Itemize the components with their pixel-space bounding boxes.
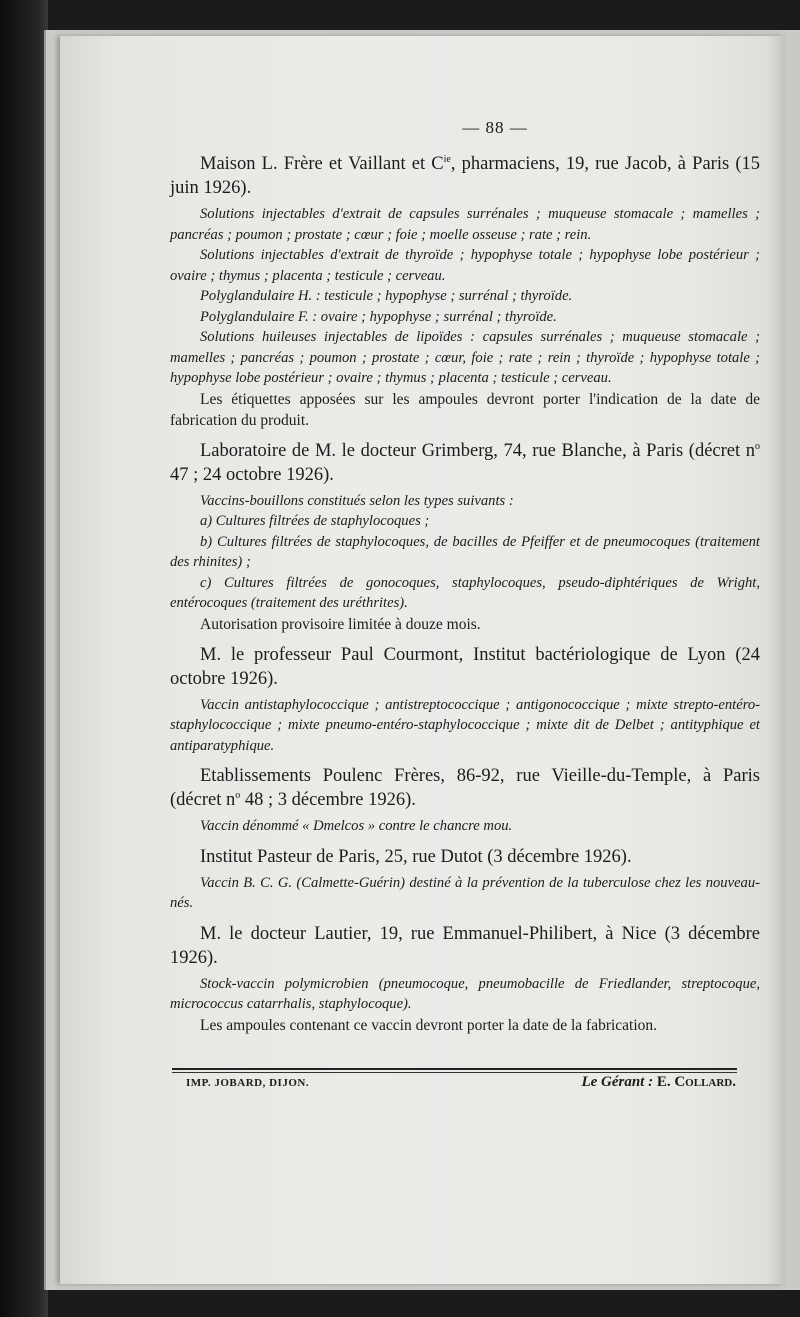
entry-block — [170, 431, 760, 635]
product-line: c) Cultures filtrées de gonocoques, staphylocoques, pseudo-diphtériques de Wright, entérocoques (traitement des uréthrites). — [170, 574, 760, 611]
entry-heading-superscript: o — [755, 440, 760, 452]
entry-gap — [170, 756, 760, 764]
page-footer — [186, 1074, 736, 1091]
entry-heading-text-cont: 48 ; 3 décembre 1926). — [240, 790, 416, 810]
entry-heading-text: M. le docteur Lautier, 19, rue Emmanuel-Philibert, à Nice (3 décembre 1926). — [170, 923, 760, 968]
printer-imprint: IMP. JOBARD, DIJON. — [186, 1077, 310, 1089]
product-line: Vaccin B. C. G. (Calmette-Guérin) destiné à la prévention de la tuberculose chez les nouveau-nés. — [170, 874, 760, 911]
entry-heading — [170, 152, 760, 200]
product-line: Solutions injectables d'extrait de capsules surrénales ; muqueuse stomacale ; mamelles ; pancréas ; poumon ; prostate ; cœur ; foie ; moelle osseuse ; rate ; rein. — [170, 206, 760, 243]
entry-block — [170, 635, 760, 757]
entry-heading-text-cont: , pharmaciens, 19, rue Jacob, à Paris (15 juin 1926). — [170, 154, 760, 198]
entry-gap — [170, 431, 760, 439]
entry-block — [170, 914, 760, 1036]
entry-gap — [170, 914, 760, 922]
product-line: b) Cultures filtrées de staphylocoques, de bacilles de Pfeiffer et de pneumocoques (traitement des rhinites) ; — [170, 533, 760, 570]
gerant-signature — [581, 1074, 736, 1091]
entry-heading — [170, 845, 760, 869]
entry-heading-text: Institut Pasteur de Paris, 25, rue Dutot (3 décembre 1926). — [200, 846, 632, 867]
entry-gap — [170, 635, 760, 643]
note-line: Les ampoules contenant ce vaccin devront porter la date de la fabrication. — [200, 1016, 658, 1034]
product-line: Vaccin antistaphylococcique ; antistreptococcique ; antigonococcique ; mixte strepto-entéro-staphylococcique ; mixte pneumo-entéro-staphylococcique ; mixte dit de Delbet ; antityphique et antiparatyphique. — [170, 696, 760, 754]
product-line: Vaccins-bouillons constitués selon les types suivants : — [200, 492, 514, 509]
footer-rule-thin — [172, 1072, 737, 1073]
entry-heading-text-cont: 47 ; 24 octobre 1926). — [170, 464, 334, 485]
entry-block — [170, 756, 760, 837]
entry-heading — [170, 764, 760, 812]
page-content — [170, 118, 760, 1036]
entry-heading-superscript: ie — [443, 153, 451, 165]
product-line: Solutions injectables d'extrait de thyroïde ; hypophyse totale ; hypophyse lobe postérieur ; ovaire ; thymus ; placenta ; testicule ; cerveau. — [170, 247, 760, 284]
entry-heading-text: Etablissements Poulenc Frères, 86-92, rue Vieille-du-Temple, à Paris (décret n — [170, 766, 760, 810]
entry-heading — [170, 922, 760, 970]
product-line: Vaccin dénommé « Dmelcos » contre le chancre mou. — [200, 818, 513, 834]
entry-heading-text: M. le professeur Paul Courmont, Institut bactériologique de Lyon (24 octobre 1926). — [170, 644, 760, 689]
gerant-name: E. Collard. — [656, 1074, 736, 1090]
entry-heading-text: Maison L. Frère et Vaillant et C — [200, 154, 444, 174]
entry-heading-text: Laboratoire de M. le docteur Grimberg, 74, rue Blanche, à Paris (décret n — [200, 440, 755, 461]
entry-gap — [170, 837, 760, 845]
entry-block — [170, 837, 760, 914]
entry-heading — [170, 439, 760, 487]
note-line: Les étiquettes apposées sur les ampoules devront porter l'indication de la date de fabrication du produit. — [170, 390, 760, 429]
footer-rule — [172, 1068, 737, 1070]
product-line: Solutions huileuses injectables de lipoïdes : capsules surrénales ; muqueuse stomacale ; mamelles ; pancréas ; poumon ; prostate ; cœur, foie ; rate ; rein ; thyroïde ; hypophyse totale ; hypophyse lobe postérieur ; ovaire ; thymus ; placenta ; testicule ; cerveau. — [170, 329, 760, 386]
scan-background — [0, 0, 48, 1317]
note-line: Autorisation provisoire limitée à douze mois. — [200, 615, 481, 633]
page-number: — 88 — — [462, 118, 528, 137]
gerant-label: Le Gérant : — [581, 1074, 654, 1090]
entry-heading — [170, 643, 760, 691]
entries-list — [170, 152, 760, 1036]
entry-block — [170, 152, 760, 431]
product-line: Stock-vaccin polymicrobien (pneumocoque, pneumobacille de Friedlander, streptocoque, micrococcus catarrhalis, staphylocoque). — [170, 975, 760, 1012]
product-line: a) Cultures filtrées de staphylocoques ; — [200, 513, 430, 529]
product-line: Polyglandulaire H. : testicule ; hypophyse ; surrénal ; thyroïde. — [200, 288, 573, 304]
entry-heading-superscript: o — [235, 789, 241, 801]
product-line: Polyglandulaire F. : ovaire ; hypophyse ; surrénal ; thyroïde. — [200, 308, 557, 325]
